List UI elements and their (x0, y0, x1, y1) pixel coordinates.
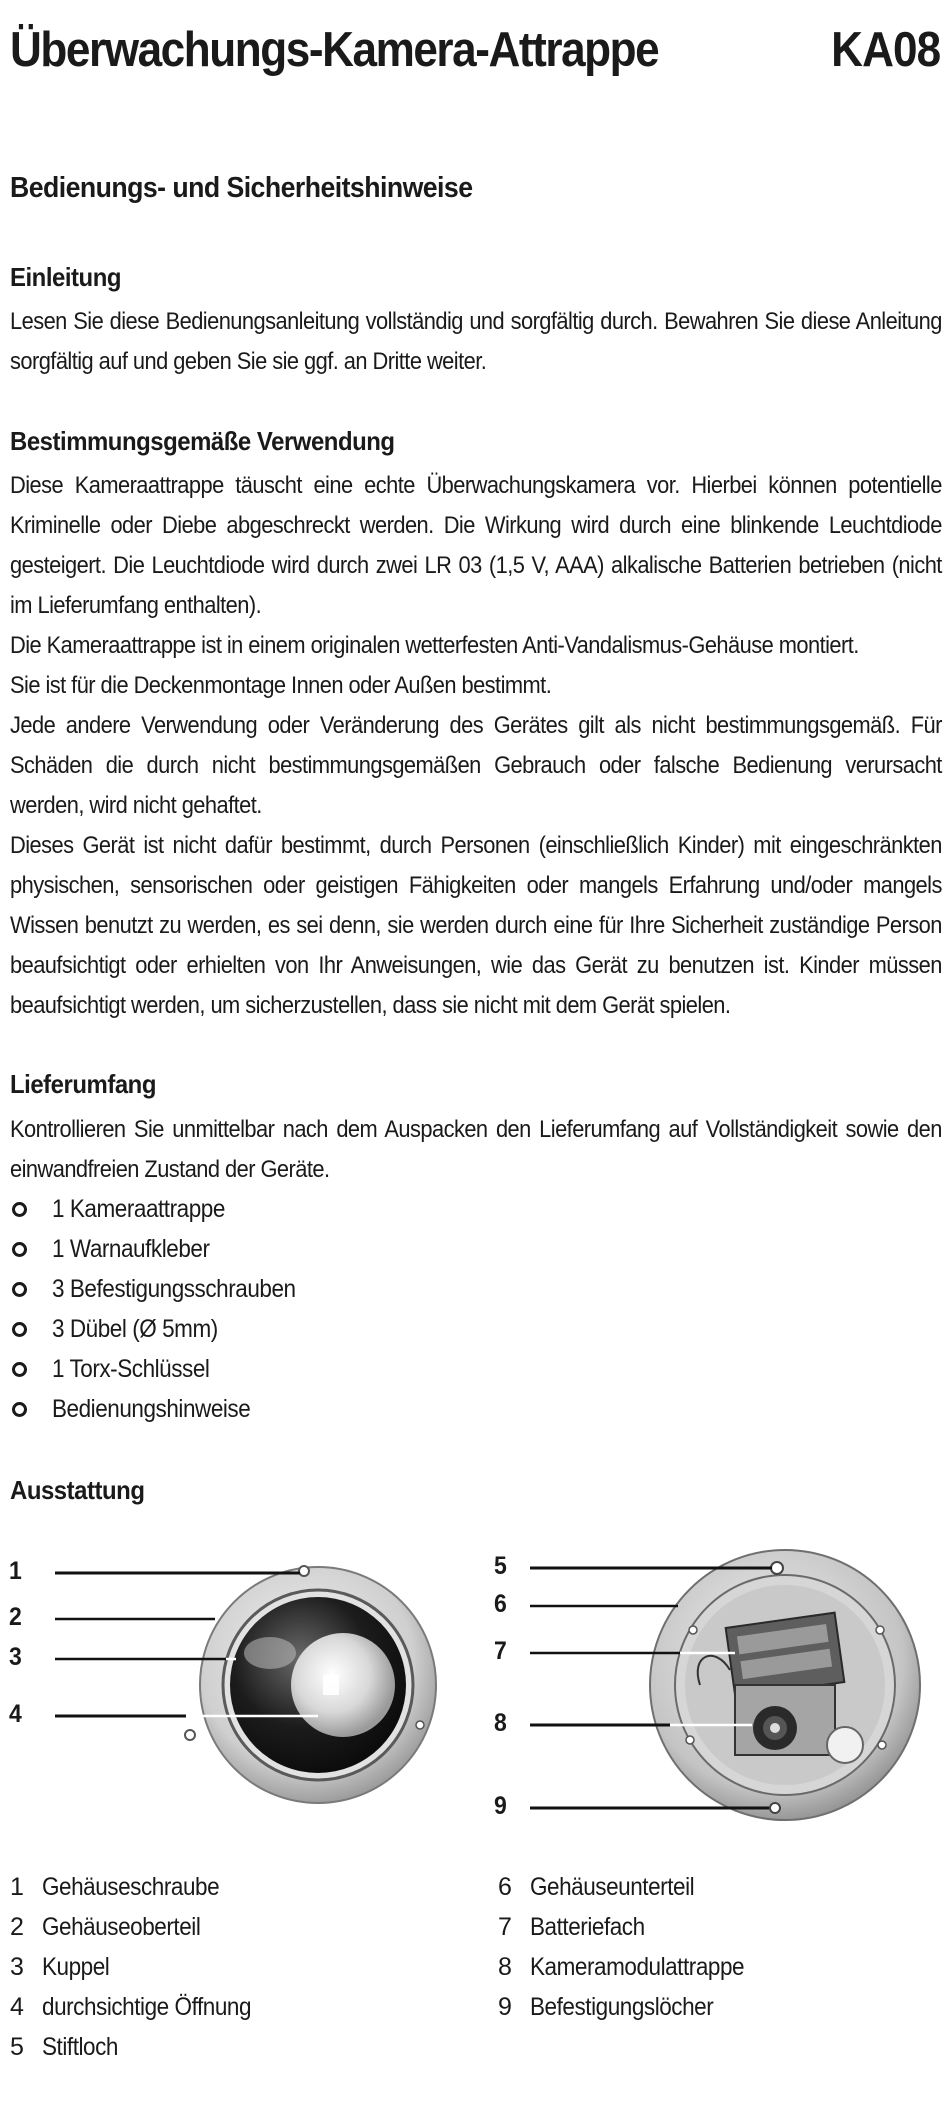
callout-8: 8 (494, 1709, 507, 1737)
dome-camera-illustration (0, 1535, 450, 1835)
bullet-icon (12, 1362, 27, 1377)
legend-item: 3 Kuppel (10, 1953, 110, 1981)
legend-left (10, 1867, 450, 2067)
document-title: Überwachungs-Kamera-Attrappe (10, 23, 659, 77)
callout-4: 4 (9, 1700, 22, 1728)
bullet-icon (12, 1242, 27, 1257)
lieferumfang-intro: Kontrollieren Sie unmittelbar nach dem Auspacken den Lieferumfang auf Vollständigkeit sowie den einwandfreien Zustand der Geräte. (10, 1116, 942, 1183)
callout-3: 3 (9, 1643, 22, 1671)
legend-item: 1 Gehäuseschraube (10, 1873, 220, 1901)
bullet-icon (12, 1202, 27, 1217)
verwendung-text (10, 466, 942, 1026)
paragraph: Dieses Gerät ist nicht dafür bestimmt, durch Personen (einschließlich Kinder) mit eingeschränkten physischen, sensorischen oder geistigen Fähigkeiten oder mangels Erfahrung und/oder mangels Wissen benutzt zu werden, es sei denn, sie werden durch eine für Ihre Sicherheit zuständige Person beaufsichtigt oder erhielten von Ihr Anweisungen, wie das Gerät zu benutzen ist. Kinder müssen beaufsichtigt werden, um sicherzustellen, dass sie nicht mit dem Gerät spielen. (10, 832, 942, 1019)
einleitung-text (10, 302, 942, 382)
list-item: 1 Kameraattrappe (10, 1189, 510, 1229)
callout-9: 9 (494, 1792, 507, 1820)
legend-item: 9 Befestigungslöcher (498, 1993, 714, 2021)
document-subtitle: Bedienungs- und Sicherheitshinweise (10, 172, 473, 204)
title-row (10, 22, 940, 92)
heading-einleitung: Einleitung (10, 262, 122, 292)
paragraph: Sie ist für die Deckenmontage Innen oder Außen bestimmt. (10, 672, 552, 699)
list-item: 1 Warnaufkleber (10, 1229, 510, 1269)
model-code: KA08 (830, 23, 940, 77)
list-item: 1 Torx-Schlüssel (10, 1349, 510, 1389)
callout-1: 1 (9, 1557, 22, 1585)
legend-item: 5 Stiftloch (10, 2033, 118, 2061)
paragraph: Lesen Sie diese Bedienungsanleitung vollständig und sorgfältig durch. Bewahren Sie diese Anleitung sorgfältig auf und geben Sie sie ggf. an Dritte weiter. (10, 308, 942, 375)
list-item: Bedienungshinweise (10, 1389, 510, 1429)
paragraph: Die Kameraattrappe ist in einem originalen wetterfesten Anti-Vandalismus-Gehäuse montiert. (10, 632, 859, 659)
bullet-icon (12, 1322, 27, 1337)
legend-right (498, 1867, 938, 2027)
paragraph: Jede andere Verwendung oder Veränderung des Gerätes gilt als nicht bestimmungsgemäß. Für Schäden die durch nicht bestimmungsgemäßen Gebrauch oder falsche Bedienung verursacht werden, wird nicht gehaftet. (10, 712, 942, 819)
heading-verwendung: Bestimmungsgemäße Verwendung (10, 426, 395, 456)
callout-7: 7 (494, 1637, 507, 1665)
heading-lieferumfang: Lieferumfang (10, 1069, 156, 1099)
callout-2: 2 (9, 1603, 22, 1631)
paragraph: Diese Kameraattrappe täuscht eine echte Überwachungskamera vor. Hierbei können potentielle Kriminelle oder Diebe abgeschreckt werden. Die Wirkung wird durch eine blinkende Leuchtdiode gesteigert. Die Leuchtdiode wird durch zwei LR 03 (1,5 V, AAA) alkalische Batterien betrieben (nicht im Lieferumfang enthalten). (10, 472, 942, 619)
legend-item: 6 Gehäuseunterteil (498, 1873, 695, 1901)
legend-item: 7 Batteriefach (498, 1913, 645, 1941)
figure-housing-open (490, 1535, 940, 1835)
legend-item: 4 durchsichtige Öffnung (10, 1993, 252, 2021)
list-item: 3 Befestigungsschrauben (10, 1269, 510, 1309)
callout-5: 5 (494, 1552, 507, 1580)
legend-item: 2 Gehäuseoberteil (10, 1913, 201, 1941)
bullet-icon (12, 1402, 27, 1417)
list-item: 3 Dübel (Ø 5mm) (10, 1309, 510, 1349)
heading-ausstattung: Ausstattung (10, 1475, 145, 1505)
callout-6: 6 (494, 1590, 507, 1618)
delivery-list (10, 1189, 510, 1429)
bullet-icon (12, 1282, 27, 1297)
legend-item: 8 Kameramodulattrappe (498, 1953, 745, 1981)
housing-open-illustration (490, 1535, 940, 1835)
figure-dome-top (0, 1535, 450, 1835)
